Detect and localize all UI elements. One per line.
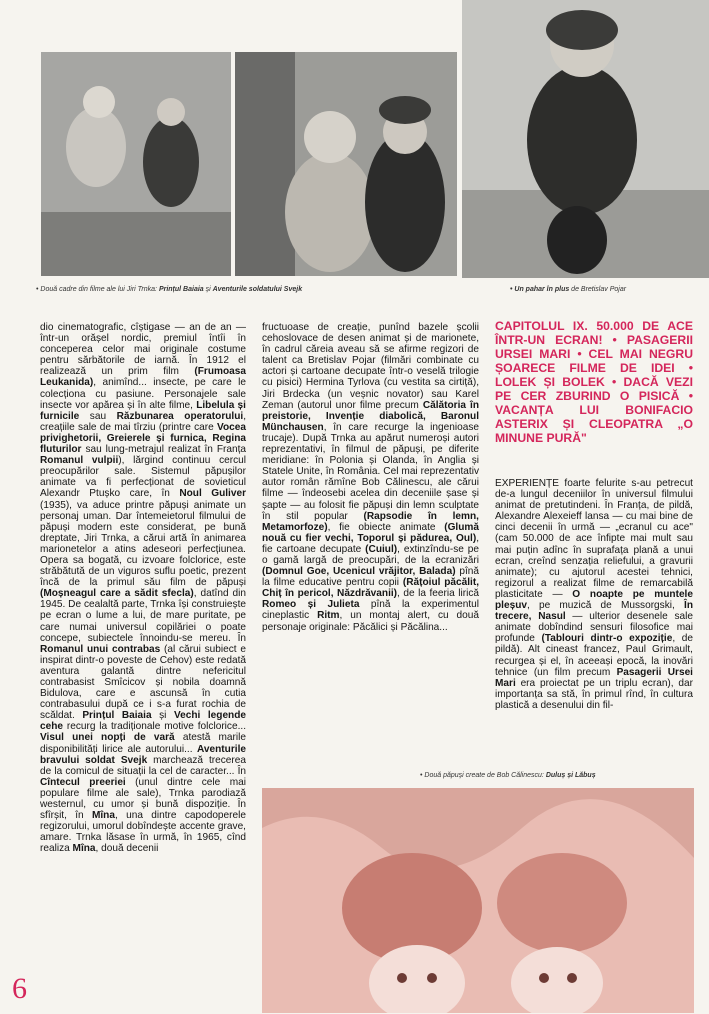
text-run: EXPERIENȚE foarte felurite s-au petrecut de-a lungul deceniilor în universul filmului animat de pretutindeni. În Franța, de pildă, Alexandre Alexeieff lansa — cu mai bine de cinci decenii în urmă — „ecranul cu ace" (cam 50.000 de ace înfipte mai mult sau mai puțin adînc în suprafața plană a unui ecran, creînd senzația reliefului, a gravurii animate); cu ajutorul acestei tehnici, regizorul a realizat filme de remarcabilă plasticitate — [495, 478, 693, 600]
page-number: 6 [12, 972, 27, 1005]
title-reference: Călătoria în preistorie, Invenție diabolică, Baronul Münchausen [262, 399, 479, 433]
text-run: marchează trecerea de la comicul de situații la cel de caracter... În [40, 754, 246, 777]
title-reference: În trecere, Nasul [495, 600, 693, 623]
text-run: , extinzîndu-se pe o gamă largă de preocupări, de la ecranizări [262, 543, 479, 566]
title-reference: Mîna [72, 843, 96, 855]
title-reference: (Rățoiul păcălit, Chiț în pericol, Năzdrăvanii) [262, 577, 480, 600]
photo-svejk-puppets [235, 52, 457, 276]
title-reference: Prințul Baiaia [82, 710, 152, 722]
text-column-1 [40, 322, 246, 855]
photo-dulus-labus-puppets [262, 788, 694, 1013]
text-run: , datînd din 1945. De cealaltă parte, Trnka își construiește pe ecran o lume a lui, de mare puritate, pe care numai universul copilăriei o poate concepe, subiectele înnoindu-se mereu. În [40, 588, 247, 644]
text-run: , de pildă). Alt cineast francez, Paul Grimault, recurgea și el, în aceeași epocă, la inovări tehnice (un film precum [495, 633, 693, 678]
title-reference: Libelula și furnicile [40, 399, 246, 422]
title-reference: Răzbunarea operatorului [116, 410, 244, 422]
title-reference: (Frumoasa Leukanida) [40, 366, 246, 389]
text-run: — ulterior desenele sale animate dobîndind sensuri filosofice mai profunde [495, 611, 693, 645]
text-run: ), lărgind continuu cercul preocupărilor sale. Sistemul păpușilor animate va fi perfecționat de sovieticul Alexandr Ptușko care, în [40, 455, 246, 500]
text-run: , animînd... insecte, pe care le colecționa cu pasiune. Personajele sale insecte vor apărea și în alte filme, [40, 377, 246, 411]
caption-pojar-film: • Un pahar în plus de Bretislav Pojar [510, 286, 627, 293]
text-run: și [151, 710, 174, 722]
text-run: recurg la tradiționale motive folclorice... [63, 721, 246, 733]
title-reference: (Domnul Goe, Ucenicul vrăjitor, Balada) [262, 566, 456, 578]
title-reference: Vechi legende cehe [40, 710, 247, 733]
text-run: , un montaj alert, cu două personaje originale: Păcălici și Păcălina... [262, 610, 480, 633]
text-run: , două decenii [95, 843, 159, 855]
text-run: , fie cartoane decupate [262, 532, 479, 555]
title-reference: Pasagerii Ursei Mari [495, 666, 693, 689]
text-run: pînă la filme educative pentru copii [262, 566, 480, 589]
title-reference: Ritm [317, 610, 340, 622]
text-run: , una dintre capodoperele regizorului, umorul dobîndește accente grave, amare. Trnka lăsase în urmă, în 1965, cînd realiza [40, 810, 246, 855]
text-run: era proiectat pe un triplu ecran), dar importanța sa stă, în primul rînd, în cultura plastică a desenului din fil- [495, 677, 693, 711]
title-reference: (Glumă nouă cu fier vechi, Toporul și pădurea, Oul) [262, 521, 479, 544]
text-run: , de la feeria lirică [397, 588, 479, 600]
caption-calinescu-puppets: • Două păpuși create de Bob Călinescu: Duluș și Lăbuș [420, 772, 596, 779]
title-reference: (Moșneagul care a sădit sfecla) [40, 588, 194, 600]
title-reference: Vocea privighetorii, Greierele și furnica, Regina fluturilor [40, 421, 246, 456]
title-reference: O noapte pe muntele pleșuv [495, 588, 693, 612]
title-reference: Noul Guliver [179, 488, 246, 500]
text-run: fructuoase de creație, punînd bazele școlii cehoslovace de desen animat și de marionete, în cadrul căreia aveau să se afirme regizori de talent ca Bretislav Pojar (filmări combinate cu actori și cartoane decupate într-o veselă trilogie cu pisici) Hermina Tyrlova (cu vestita sa cirtiță), Jiri Brdecka (un veșnic novator) sau Karel Zeman (autorul unor filme precum [262, 322, 479, 411]
text-column-2 [262, 322, 479, 633]
title-reference: Visul unei nopți de vară [40, 732, 175, 744]
title-reference: (Cuiul) [365, 543, 398, 555]
text-run: dio cinematografic, cîștigase — an de an — într-un orășel nordic, premiul întîi în conceperea celor mai originale costume pentru sărbătorile de iarnă. [40, 322, 246, 367]
photo-dancing-puppets [41, 52, 231, 276]
caption-trnka-films: • Două cadre din filme ale lui Jiri Trnka: Prințul Baiaia și Aventurile soldatului Svejk [36, 286, 303, 293]
title-reference: Romanul unui contrabas [40, 643, 161, 655]
title-reference: (Rapsodie în lemn, Metamorfoze) [262, 510, 479, 533]
title-reference: Aventurile bravului soldat Svejk [40, 743, 246, 766]
title-reference: (Tablouri dintr-o expoziție [541, 633, 673, 645]
text-run: (al cărui subiect e inspirat dintr-o poveste de Cehov) este redată aventura galantă dintre nefericitul contrabasist Smîcicov și nobila doamnă Bidulova, care e ascunsă în cutia contrabasului după ce i s-a furat rochia de scăldat. [40, 643, 246, 722]
text-run: sau lung-metrajul realizat în Franța [81, 444, 246, 456]
chapter-heading: CAPITOLUL IX. 50.000 DE ACE ÎNTR-UN ECRAN! • PASAGERII URSEI MARI • CEL MAI NEGRU ȘOARECE FILME DE IDEI • LOLEK ȘI BOLEK • DACĂ VEZI PE CER ZBURIND O PISICĂ • VACANȚA LUI BONIFACIO ASTERIX ȘI CLEOPATRA „O MINUNE PURĂ" [495, 319, 693, 445]
text-run: În 1912 el realizează un prim film [40, 355, 246, 378]
text-run: , creațiile sale de mai tîrziu (printre care [40, 410, 247, 433]
title-reference: Romanul vulpii [40, 455, 119, 467]
title-reference: Cîntecul preeriei [40, 776, 126, 788]
title-reference: Romeo și Julieta [262, 599, 360, 611]
text-run: (1935), va aduce printre păpuși animate un personaj uman. Dar întemeietorul filmului de păpuși modern este considerat, pe bună dreptate, Jiri Trnka, a cărui artă în animarea marionetelor a atins adeseori perfecțiunea. Opera sa bogată, cu izvoare folclorice, este străbătută de un viguros suflu poetic, prezent încă de la primul său film de păpuși [40, 499, 246, 589]
title-reference: Mîna [91, 810, 115, 822]
text-run: , în care recurge la ingenioase trucaje). După Trnka au apărut numeroși autori reprezentativi, în filmul de păpuși, pe diferite meridiane: în Polonia și Olanda, în Anglia și Statele Unite, în România. Cel mai reprezentativ autor român rămîne Bob Călinescu, ale cărui filme — îndeosebi acelea din deceniile șase și șapte — au folosit fie păpuși din lemn sculptate în stil popular [262, 421, 479, 522]
text-run: , pe muzică de Mussorgski, [526, 600, 685, 612]
text-column-3 [495, 478, 693, 711]
text-run: , fie obiecte animate [327, 521, 445, 533]
text-run: atestă marile disponibilități lirice ale autorului... [40, 732, 246, 755]
photo-motorcycle-puppet [462, 0, 709, 278]
text-run: (unul dintre cele mai populare filme ale sale), Trnka parodiază westernul, cu umor și bună dispoziție. În sfîrșit, în [40, 776, 246, 822]
text-run: pînă la experimentul cineplastic [262, 599, 480, 622]
text-run: sau [79, 410, 117, 422]
